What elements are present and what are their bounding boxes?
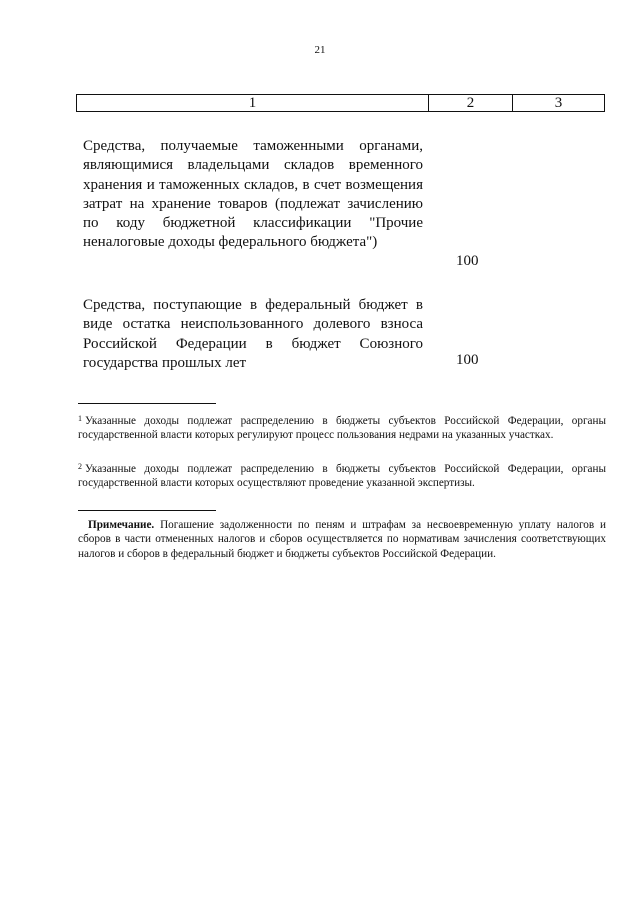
footnote-1 xyxy=(78,414,606,443)
note-text: Погашение задолженности по пеням и штрафам за несвоевременную уплату налогов и сборов в части отмененных налогов и сборов осуществляется по нормативам зачисления соответствующих налогов и сборов в федеральный бюджет и бюджеты субъектов Российской Федерации. xyxy=(78,519,606,560)
table-row-1-value: 100 xyxy=(456,253,479,269)
footnote-separator xyxy=(78,403,216,404)
note-label: Примечание. xyxy=(88,519,155,531)
table-header-row xyxy=(76,94,605,112)
page-number: 21 xyxy=(314,44,326,56)
footnote-2 xyxy=(78,462,606,491)
table-row-2-description: Средства, поступающие в федеральный бюджет в виде остатка неиспользованного долевого взноса Российской Федерации в бюджет Союзного государства прошлых лет xyxy=(83,297,423,371)
table-row-1-description: Средства, получаемые таможенными органами, являющимися владельцами складов временного хранения и таможенных складов, в счет возмещения затрат на хранение товаров (подлежат зачислению по коду бюджетной классификации "Прочие неналоговые доходы федерального бюджета") xyxy=(83,138,423,251)
table-row-2-value: 100 xyxy=(456,352,479,368)
footnote-1-text: Указанные доходы подлежат распределению в бюджеты субъектов Российской Федерации, органы государственной власти которых регулируют процесс пользования недрами на указанных участках. xyxy=(78,415,606,442)
footnote-1-mark: 1 xyxy=(78,414,82,423)
table-header-col-1: 1 xyxy=(77,95,429,111)
footnote-2-mark: 2 xyxy=(78,462,82,471)
table-header-col-3: 3 xyxy=(554,94,563,111)
note-separator xyxy=(78,510,216,511)
note-paragraph xyxy=(78,518,606,561)
footnote-2-text: Указанные доходы подлежат распределению в бюджеты субъектов Российской Федерации, органы государственной власти которых осуществляют проведение указанной экспертизы. xyxy=(78,463,606,490)
table-header-col-2: 2 xyxy=(429,95,513,111)
